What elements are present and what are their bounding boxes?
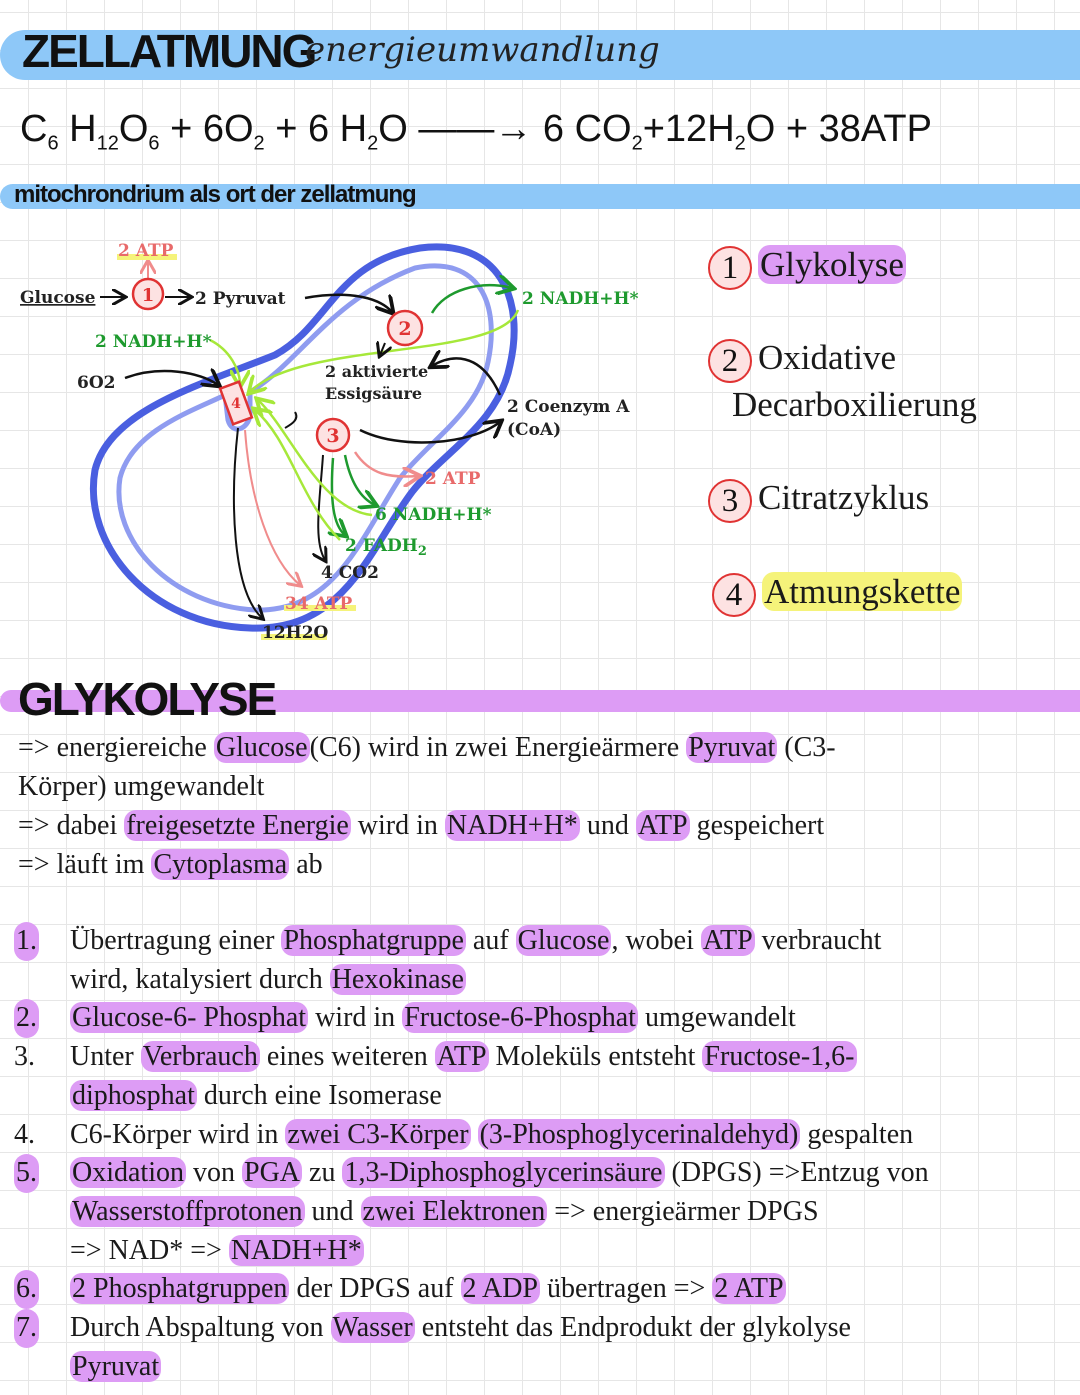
fadh-sub: 2 bbox=[417, 544, 427, 559]
eq-part: + 6O bbox=[159, 108, 254, 150]
legend-number: 1 bbox=[708, 246, 752, 290]
text-line bbox=[18, 767, 1076, 806]
page-subtitle: energieumwandlung bbox=[305, 30, 660, 70]
step-2-number: 2 bbox=[398, 318, 412, 340]
legend-label: Atmungskette bbox=[764, 572, 961, 611]
text-segment: (C6) wird in zwei Energieärmere bbox=[309, 732, 687, 763]
text-segment: übertragen => bbox=[540, 1273, 713, 1305]
label-o2: 6O2 bbox=[77, 373, 116, 393]
text-segment: gespeichert bbox=[689, 810, 825, 841]
list-number: 6. bbox=[14, 1270, 39, 1309]
eq-sub: 2 bbox=[631, 132, 643, 155]
text-line bbox=[70, 1348, 1076, 1387]
highlighted-term: Glucose-6- Phosphat bbox=[72, 1002, 307, 1034]
text-segment: entsteht das Endprodukt der glykolyse bbox=[414, 1312, 851, 1344]
text-segment: gespalten bbox=[800, 1118, 914, 1150]
eq-sub: 2 bbox=[367, 132, 379, 155]
highlighted-term: Hexokinase bbox=[331, 963, 464, 995]
arrow bbox=[285, 412, 296, 428]
highlighted-term: 2 Phosphatgruppen bbox=[72, 1273, 288, 1305]
eq-part: + 6 H bbox=[264, 108, 368, 150]
label-glucose: Glucose bbox=[20, 288, 96, 308]
text-segment: C6-Körper wird in bbox=[70, 1118, 286, 1150]
highlighted-term: Fructose-6-Phosphat bbox=[404, 1002, 636, 1034]
label-atp-mid: 2 ATP bbox=[425, 469, 481, 489]
list-item bbox=[14, 1154, 1076, 1270]
text-line bbox=[70, 1154, 1076, 1193]
text-segment: ab bbox=[289, 849, 323, 880]
highlighted-term: ATP bbox=[436, 1041, 487, 1073]
highlighted-term: Pyruvat bbox=[72, 1350, 160, 1382]
list-item bbox=[14, 1270, 1076, 1309]
text-line bbox=[70, 1309, 1076, 1348]
highlighted-term: zwei Elektronen bbox=[362, 1195, 546, 1227]
label-pyruvat: 2 Pyruvat bbox=[195, 289, 286, 309]
text-segment: wird in bbox=[350, 810, 445, 841]
legend-label-2: Decarboxilierung bbox=[732, 385, 977, 424]
eq-sub: 12 bbox=[96, 132, 119, 155]
equation bbox=[20, 108, 1070, 156]
section-title-mitochondrium: mitochrondrium als ort der zellatmung bbox=[14, 181, 416, 208]
step-1-number: 1 bbox=[141, 285, 155, 306]
text-line bbox=[70, 1232, 1076, 1271]
label-nadh-left: 2 NADH+H* bbox=[95, 332, 212, 352]
eq-part: O bbox=[118, 108, 149, 150]
highlighted-term: Wasserstoffprotonen bbox=[72, 1195, 303, 1227]
list-item bbox=[14, 999, 1076, 1038]
list-item bbox=[14, 922, 1076, 999]
text-segment: => energieärmer DPGS bbox=[547, 1195, 819, 1227]
text-segment: (C3- bbox=[777, 732, 836, 763]
text-line bbox=[70, 1270, 1076, 1309]
list-item bbox=[14, 1309, 1076, 1386]
glykolyse-steps bbox=[14, 922, 1076, 1386]
mitochondrion-diagram bbox=[0, 230, 680, 650]
highlighted-term: Wasser bbox=[332, 1312, 413, 1344]
eq-part: H bbox=[69, 108, 97, 150]
text-segment: verbraucht bbox=[754, 925, 882, 956]
text-line bbox=[70, 1077, 1076, 1116]
highlighted-term: 2 ADP bbox=[462, 1273, 538, 1305]
section-title-glykolyse: GLYKOLYSE bbox=[18, 673, 276, 725]
highlighted-term: Oxidation bbox=[72, 1157, 184, 1189]
list-number: 3. bbox=[14, 1041, 35, 1073]
label-coa-2: (CoA) bbox=[507, 420, 562, 440]
highlighted-term: Phosphatgruppe bbox=[283, 925, 464, 956]
text-segment: Unter bbox=[70, 1041, 141, 1073]
eq-sub: 2 bbox=[734, 132, 746, 155]
legend-item-decarboxilierung bbox=[708, 338, 896, 383]
text-segment: durch eine Isomerase bbox=[196, 1079, 442, 1111]
text-segment: zu bbox=[302, 1157, 343, 1189]
arrow bbox=[258, 400, 372, 515]
highlighted-term: diphosphat bbox=[72, 1079, 195, 1111]
text-segment: => dabei bbox=[18, 810, 125, 841]
text-segment: (DPGS) =>Entzug von bbox=[664, 1157, 929, 1189]
legend-label: Glykolyse bbox=[760, 245, 904, 284]
highlighted-term: PGA bbox=[244, 1157, 301, 1189]
highlighted-term: zwei C3-Körper bbox=[287, 1118, 469, 1150]
text-segment: eines weiteren bbox=[259, 1041, 435, 1073]
highlighted-term: NADH+H* bbox=[446, 810, 578, 841]
eq-part: C bbox=[20, 108, 48, 150]
text-segment: , wobei bbox=[611, 925, 701, 956]
legend-number: 4 bbox=[712, 573, 756, 617]
text-line bbox=[18, 728, 1076, 767]
eq-part: O + 38ATP bbox=[745, 108, 932, 150]
text-line bbox=[70, 961, 1076, 1000]
eq-sub: 6 bbox=[148, 132, 160, 155]
eq-sub: 6 bbox=[47, 132, 59, 155]
text-line bbox=[70, 999, 1076, 1038]
text-segment: Moleküls entsteht bbox=[488, 1041, 703, 1073]
label-nadh-6: 6 NADH+H* bbox=[375, 505, 492, 525]
highlighted-term: Fructose-1,6- bbox=[704, 1041, 855, 1073]
text-line bbox=[70, 1193, 1076, 1232]
highlighted-term: 1,3-Diphosphoglycerinsäure bbox=[344, 1157, 663, 1189]
page-title: ZELLATMUNG bbox=[22, 25, 316, 77]
arrow bbox=[245, 430, 300, 585]
label-atp-34: 34 ATP bbox=[285, 594, 353, 614]
text-segment: => energiereiche bbox=[18, 732, 214, 763]
text-segment: Durch Abspaltung von bbox=[70, 1312, 331, 1344]
legend-number: 3 bbox=[708, 479, 752, 523]
list-number: 1. bbox=[14, 922, 39, 961]
highlighted-term: 2 ATP bbox=[714, 1273, 784, 1305]
arrow bbox=[355, 452, 418, 477]
text-segment: Körper) umgewandelt bbox=[18, 771, 265, 802]
highlighted-term: ATP bbox=[637, 810, 688, 841]
text-line bbox=[18, 806, 1076, 845]
arrow bbox=[318, 455, 325, 560]
label-coa-1: 2 Coenzym A bbox=[507, 397, 630, 417]
text-segment: wird in bbox=[308, 1002, 403, 1034]
highlighted-term: freigesetzte Energie bbox=[126, 810, 349, 841]
text-line bbox=[70, 922, 1076, 961]
glykolyse-intro bbox=[18, 728, 1076, 884]
eq-sub: 2 bbox=[253, 132, 265, 155]
text-segment: => läuft im bbox=[18, 849, 152, 880]
highlighted-term: Glucose bbox=[517, 925, 610, 956]
eq-part: +12H bbox=[642, 108, 735, 150]
inner-membrane bbox=[119, 266, 491, 610]
label-essig-1: 2 aktivierte bbox=[325, 362, 429, 381]
legend-label: Oxidative bbox=[758, 338, 897, 377]
list-number: 2. bbox=[14, 999, 39, 1038]
list-number: 4. bbox=[14, 1118, 35, 1150]
highlighted-term: Verbrauch bbox=[142, 1041, 258, 1073]
label-co2: 4 CO2 bbox=[321, 563, 379, 583]
arrow bbox=[432, 285, 512, 313]
step-4-number: 4 bbox=[231, 396, 241, 412]
step-3-number: 3 bbox=[326, 425, 340, 447]
legend-item-atmungskette bbox=[712, 572, 962, 617]
arrow bbox=[345, 455, 375, 505]
text-line bbox=[70, 1116, 1076, 1155]
text-line bbox=[70, 1038, 1076, 1077]
legend-number: 2 bbox=[708, 339, 752, 383]
text-segment bbox=[471, 1119, 478, 1150]
eq-part: O ——→ 6 CO bbox=[378, 108, 632, 150]
fadh-text: 2 FADH bbox=[345, 536, 418, 556]
highlighted-term: Glucose bbox=[215, 732, 308, 763]
text-segment: von bbox=[186, 1157, 242, 1189]
list-number: 7. bbox=[14, 1309, 39, 1348]
label-essig-2: Essigsäure bbox=[325, 384, 423, 403]
list-item bbox=[14, 1038, 1076, 1115]
label-nadh-right: 2 NADH+H* bbox=[522, 289, 639, 309]
label-h2o: 12H2O bbox=[262, 623, 329, 643]
list-number: 5. bbox=[14, 1154, 39, 1193]
text-segment: Übertragung einer bbox=[70, 925, 282, 956]
highlighted-term: (3-Phosphoglycerinaldehyd) bbox=[479, 1118, 799, 1150]
text-segment: wird, katalysiert durch bbox=[70, 963, 330, 995]
highlighted-term: NADH+H* bbox=[230, 1234, 362, 1266]
legend-label: Citratzyklus bbox=[758, 478, 930, 517]
list-item bbox=[14, 1116, 1076, 1155]
highlighted-term: Pyruvat bbox=[688, 732, 776, 763]
label-atp-top: 2 ATP bbox=[118, 241, 174, 261]
highlighted-term: ATP bbox=[702, 925, 753, 956]
legend-item-citratzyklus bbox=[708, 478, 929, 523]
highlighted-term: Cytoplasma bbox=[153, 849, 288, 880]
legend-item-glykolyse bbox=[708, 245, 906, 290]
text-segment: und bbox=[304, 1195, 361, 1227]
text-line bbox=[18, 845, 1076, 884]
text-segment: und bbox=[579, 810, 636, 841]
text-segment: der DPGS auf bbox=[289, 1273, 461, 1305]
text-segment: auf bbox=[465, 925, 516, 956]
text-segment: => NAD* => bbox=[70, 1234, 229, 1266]
text-segment: umgewandelt bbox=[637, 1002, 796, 1034]
label-fadh bbox=[345, 536, 427, 559]
